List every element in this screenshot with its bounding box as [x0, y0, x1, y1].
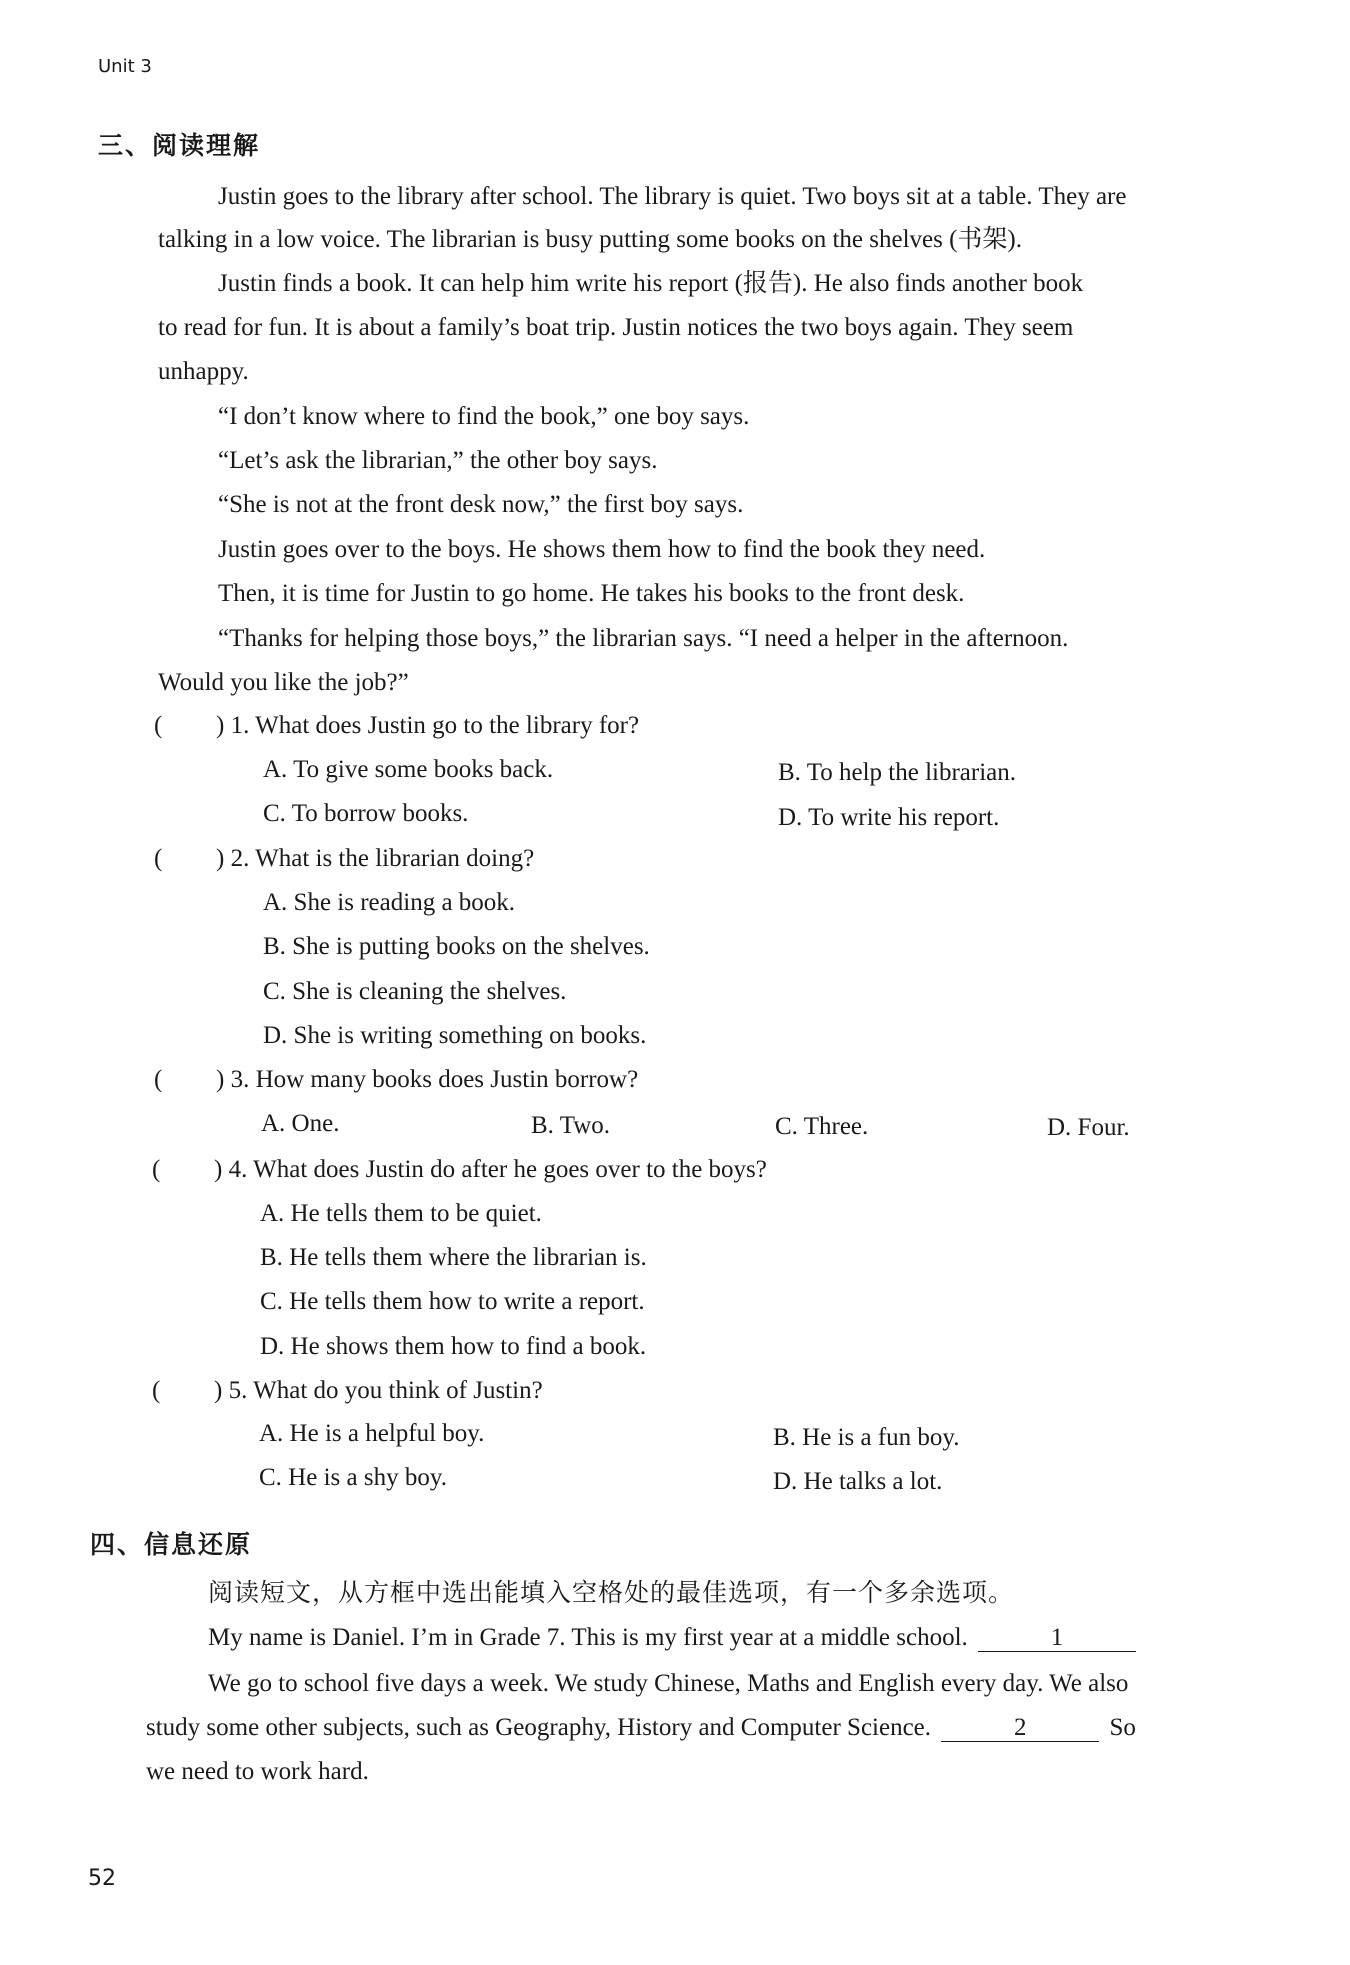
option-a: A. One. — [261, 1110, 340, 1137]
blank-1[interactable]: 1 — [978, 1625, 1136, 1652]
passage-line: “Let’s ask the librarian,” the other boy says. — [218, 447, 658, 474]
blank-2[interactable]: 2 — [941, 1715, 1099, 1742]
option-d: D. Four. — [1047, 1114, 1130, 1141]
option-c: C. He tells them how to write a report. — [260, 1288, 645, 1315]
passage-line — [146, 1706, 1136, 1750]
question-stem: ) 3. How many books does Justin borrow? — [216, 1066, 639, 1093]
question-stem: ) 2. What is the librarian doing? — [216, 845, 535, 872]
option-a: A. She is reading a book. — [263, 889, 516, 916]
passage-line: We go to school five days a week. We study Chinese, Maths and English every day. We also — [208, 1670, 1129, 1697]
option-b: B. He is a fun boy. — [773, 1424, 960, 1451]
option-b: B. He tells them where the librarian is. — [260, 1244, 647, 1271]
question-stem: ) 4. What does Justin do after he goes over to the boys? — [214, 1156, 767, 1183]
section-title-info-restore: 四、信息还原 — [90, 1530, 253, 1559]
instruction-text: 阅读短文，从方框中选出能填入空格处的最佳选项，有一个多余选项。 — [208, 1580, 1015, 1607]
passage-line — [208, 1616, 1140, 1660]
passage-line: Would you like the job?” — [158, 669, 409, 696]
passage-line: Justin finds a book. It can help him write his report (报告). He also finds another book — [218, 270, 1084, 297]
option-d: D. To write his report. — [778, 804, 1000, 831]
option-d: D. He talks a lot. — [773, 1468, 943, 1495]
passage-line: to read for fun. It is about a family’s boat trip. Justin notices the two boys again. They seem — [158, 314, 1074, 341]
answer-paren[interactable]: ( — [154, 1066, 163, 1093]
answer-paren[interactable]: ( — [154, 845, 163, 872]
option-a: A. He tells them to be quiet. — [260, 1200, 542, 1227]
passage-line: “She is not at the front desk now,” the first boy says. — [218, 491, 744, 518]
option-b: B. To help the librarian. — [778, 759, 1017, 786]
passage-text: So — [1109, 1714, 1136, 1741]
unit-label: Unit 3 — [98, 56, 152, 77]
option-a: A. He is a helpful boy. — [259, 1420, 485, 1447]
passage-line: unhappy. — [158, 358, 249, 385]
section-title-reading: 三、阅读理解 — [98, 131, 261, 160]
option-b: B. Two. — [531, 1112, 611, 1139]
passage-line: Justin goes to the library after school. The library is quiet. Two boys sit at a table. They are — [218, 183, 1127, 210]
passage-line: “Thanks for helping those boys,” the librarian says. “I need a helper in the afternoon. — [218, 625, 1069, 652]
answer-paren[interactable]: ( — [152, 1377, 161, 1404]
option-b: B. She is putting books on the shelves. — [263, 933, 650, 960]
option-c: C. Three. — [775, 1113, 869, 1140]
passage-text: My name is Daniel. I’m in Grade 7. This is my first year at a middle school. — [208, 1624, 968, 1651]
question-stem: ) 1. What does Justin go to the library for? — [216, 712, 640, 739]
option-d: D. She is writing something on books. — [263, 1022, 647, 1049]
passage-line: we need to work hard. — [146, 1758, 369, 1785]
passage-line: “I don’t know where to find the book,” one boy says. — [218, 403, 750, 430]
passage-line: talking in a low voice. The librarian is busy putting some books on the shelves (书架). — [158, 226, 1022, 253]
option-c: C. She is cleaning the shelves. — [263, 978, 567, 1005]
option-d: D. He shows them how to find a book. — [260, 1333, 647, 1360]
passage-line: Justin goes over to the boys. He shows them how to find the book they need. — [218, 536, 986, 563]
option-c: C. To borrow books. — [263, 800, 469, 827]
question-stem: ) 5. What do you think of Justin? — [214, 1377, 543, 1404]
answer-paren[interactable]: ( — [152, 1156, 161, 1183]
option-a: A. To give some books back. — [263, 756, 554, 783]
passage-line: Then, it is time for Justin to go home. He takes his books to the front desk. — [218, 580, 965, 607]
passage-text: study some other subjects, such as Geography, History and Computer Science. — [146, 1714, 932, 1741]
option-c: C. He is a shy boy. — [259, 1464, 447, 1491]
page-number: 52 — [88, 1866, 116, 1891]
answer-paren[interactable]: ( — [154, 712, 163, 739]
